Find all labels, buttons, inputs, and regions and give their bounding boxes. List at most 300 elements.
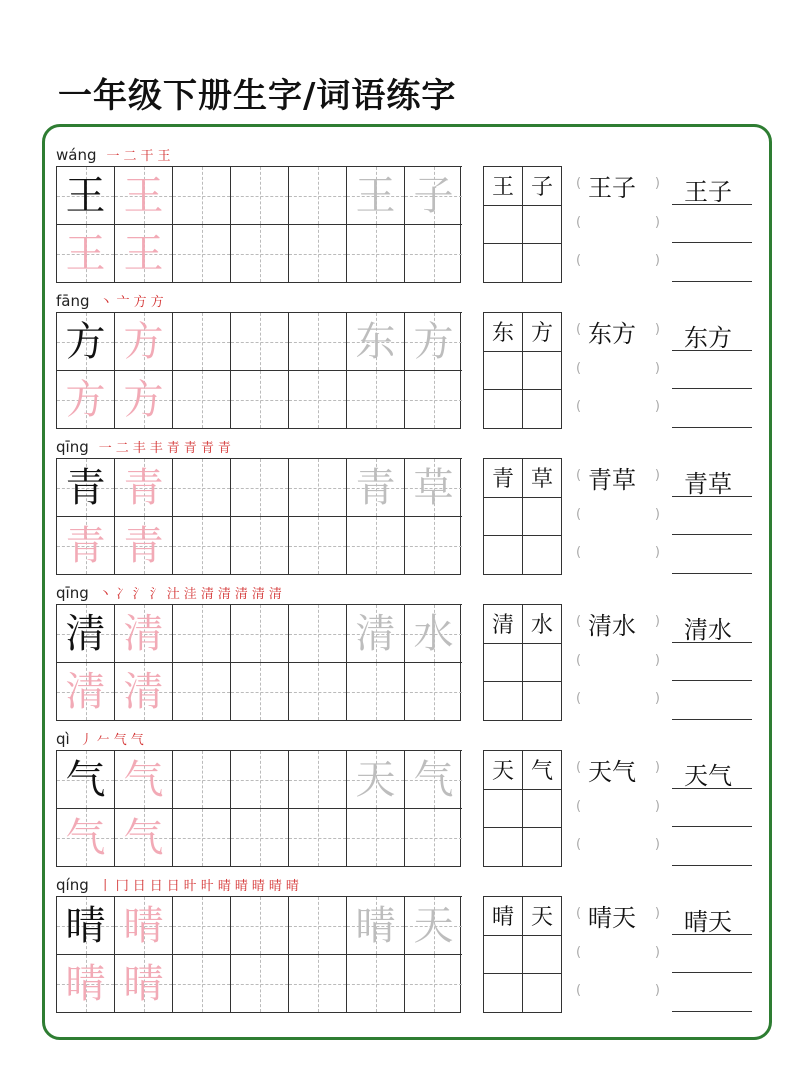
grid-cell[interactable] <box>346 166 404 224</box>
stroke-order-step: 青 <box>183 441 197 456</box>
grid-cell[interactable] <box>404 662 462 720</box>
word-mini-grid <box>483 750 562 867</box>
grid-cell[interactable] <box>404 458 462 516</box>
paren-slot[interactable] <box>576 789 660 828</box>
writing-line[interactable] <box>672 243 752 282</box>
grid-cell[interactable] <box>114 954 172 1012</box>
grid-cell[interactable] <box>346 896 404 954</box>
grid-cell[interactable] <box>288 954 346 1012</box>
paren-slot[interactable] <box>576 750 660 789</box>
grid-cell[interactable] <box>404 224 462 282</box>
mini-cell[interactable] <box>522 389 561 428</box>
paren-slot[interactable] <box>576 896 660 935</box>
stroke-order-step: 清 <box>251 587 265 602</box>
left-paren: ( <box>576 760 582 775</box>
stroke-order-step: 一 <box>106 149 120 164</box>
stroke-order-step: 丿 <box>79 733 93 748</box>
right-paren: ) <box>654 468 660 483</box>
grid-cell[interactable] <box>288 370 346 428</box>
mini-cell[interactable] <box>483 497 522 536</box>
left-paren: ( <box>576 176 582 191</box>
word-mini-grid <box>483 896 562 1013</box>
paren-column <box>576 896 660 1012</box>
paren-slot[interactable] <box>576 604 660 643</box>
stroke-order-step: 晴 <box>251 879 265 894</box>
left-paren: ( <box>576 837 582 853</box>
paren-slot[interactable] <box>576 351 660 390</box>
grid-cell[interactable] <box>346 954 404 1012</box>
stroke-order-step: 青 <box>217 441 231 456</box>
grid-cell[interactable] <box>114 750 172 808</box>
paren-slot[interactable] <box>576 935 660 974</box>
mini-cell[interactable] <box>483 643 522 682</box>
grid-cell[interactable] <box>404 954 462 1012</box>
mini-cell[interactable]: 清 <box>483 604 522 643</box>
mini-cell[interactable] <box>483 389 522 428</box>
paren-word: 青草 <box>588 466 636 494</box>
stroke-order-step: 气 <box>113 733 127 748</box>
grid-cell[interactable] <box>288 516 346 574</box>
writing-line[interactable] <box>672 458 752 497</box>
writing-line[interactable] <box>672 827 752 866</box>
grid-cell[interactable] <box>56 662 114 720</box>
grid-char: 青 <box>65 522 106 569</box>
stroke-order-step: 晴 <box>234 879 248 894</box>
grid-char: 青 <box>355 464 396 511</box>
paren-column <box>576 458 660 574</box>
pinyin-stroke-line <box>56 436 235 456</box>
grid-cell[interactable] <box>346 662 404 720</box>
stroke-order-step: 丰 <box>132 441 146 456</box>
paren-column <box>576 166 660 282</box>
mini-cell[interactable] <box>522 643 561 682</box>
paren-slot[interactable] <box>576 458 660 497</box>
stroke-order-step: 青 <box>200 441 214 456</box>
stroke-order-step: 二 <box>123 149 137 164</box>
grid-char: 王 <box>65 172 106 219</box>
grid-cell[interactable] <box>56 750 114 808</box>
grid-cell[interactable] <box>230 312 288 370</box>
grid-cell[interactable] <box>404 750 462 808</box>
grid-char: 王 <box>123 230 164 277</box>
mini-cell[interactable] <box>522 827 561 866</box>
grid-cell[interactable] <box>346 604 404 662</box>
grid-cell[interactable] <box>56 954 114 1012</box>
grid-cell[interactable] <box>172 954 230 1012</box>
grid-cell[interactable] <box>288 604 346 662</box>
stroke-order-step: 日 <box>166 879 180 894</box>
writing-line-column <box>672 896 752 1012</box>
grid-cell[interactable] <box>404 896 462 954</box>
writing-line[interactable] <box>672 205 752 244</box>
grid-cell[interactable] <box>172 312 230 370</box>
grid-char: 青 <box>123 522 164 569</box>
left-paren: ( <box>576 798 582 814</box>
right-paren: ) <box>654 983 660 999</box>
stroke-order-step: 王 <box>157 149 171 164</box>
stroke-order-step: 方 <box>150 295 164 310</box>
grid-cell[interactable] <box>172 370 230 428</box>
right-paren: ) <box>654 691 660 707</box>
grid-cell[interactable] <box>114 808 172 866</box>
writing-line[interactable] <box>672 497 752 536</box>
left-paren: ( <box>576 468 582 483</box>
writing-line[interactable] <box>672 643 752 682</box>
paren-slot[interactable] <box>576 243 660 282</box>
stroke-order-step: 丶 <box>98 587 112 602</box>
right-paren: ) <box>654 214 660 230</box>
grid-cell[interactable] <box>172 896 230 954</box>
grid-cell[interactable] <box>230 662 288 720</box>
right-paren: ) <box>654 506 660 522</box>
grid-cell[interactable] <box>230 604 288 662</box>
stroke-order-step: 氵 <box>132 587 146 602</box>
pinyin-label: wáng <box>56 146 97 164</box>
stroke-order-step: 冂 <box>115 879 129 894</box>
grid-cell[interactable] <box>346 224 404 282</box>
grid-cell[interactable] <box>230 458 288 516</box>
stroke-order-step: 清 <box>234 587 248 602</box>
grid-char: 清 <box>355 610 396 657</box>
mini-cell[interactable] <box>483 205 522 244</box>
right-paren: ) <box>654 176 660 191</box>
mini-cell[interactable] <box>522 497 561 536</box>
left-paren: ( <box>576 253 582 269</box>
grid-cell[interactable] <box>56 896 114 954</box>
grid-cell[interactable] <box>404 516 462 574</box>
stroke-order-step: 晴 <box>217 879 231 894</box>
grid-cell[interactable] <box>288 458 346 516</box>
mini-cell[interactable] <box>483 827 522 866</box>
line-word: 王子 <box>684 178 732 206</box>
writing-line[interactable] <box>672 896 752 935</box>
pinyin-stroke-line <box>56 728 148 748</box>
writing-line-column <box>672 458 752 574</box>
writing-line[interactable] <box>672 312 752 351</box>
grid-cell[interactable] <box>56 604 114 662</box>
left-paren: ( <box>576 944 582 960</box>
grid-char: 王 <box>65 230 106 277</box>
paren-slot[interactable] <box>576 497 660 536</box>
grid-cell[interactable] <box>404 370 462 428</box>
grid-cell[interactable] <box>288 166 346 224</box>
right-paren: ) <box>654 798 660 814</box>
mini-cell[interactable]: 子 <box>522 166 561 205</box>
paren-slot[interactable] <box>576 681 660 720</box>
grid-char: 方 <box>123 318 164 365</box>
line-word: 晴天 <box>684 908 732 936</box>
pinyin-stroke-line <box>56 144 175 164</box>
writing-line[interactable] <box>672 351 752 390</box>
paren-slot[interactable] <box>576 973 660 1012</box>
grid-char: 晴 <box>355 902 396 949</box>
grid-cell[interactable] <box>404 312 462 370</box>
left-paren: ( <box>576 214 582 230</box>
mini-cell[interactable]: 东 <box>483 312 522 351</box>
pinyin-label: fāng <box>56 292 90 310</box>
grid-char: 东 <box>355 318 396 365</box>
paren-slot[interactable] <box>576 827 660 866</box>
grid-cell[interactable] <box>114 604 172 662</box>
grid-cell[interactable] <box>56 370 114 428</box>
paren-word: 东方 <box>588 320 636 348</box>
char-block <box>0 874 800 1020</box>
grid-char: 清 <box>123 668 164 715</box>
grid-char: 王 <box>355 172 396 219</box>
char-block <box>0 728 800 874</box>
grid-cell[interactable] <box>56 166 114 224</box>
paren-slot[interactable] <box>576 535 660 574</box>
grid-cell[interactable] <box>346 750 404 808</box>
grid-cell[interactable] <box>346 458 404 516</box>
left-paren: ( <box>576 983 582 999</box>
stroke-order-step: 晴 <box>268 879 282 894</box>
mini-cell[interactable] <box>483 789 522 828</box>
grid-cell[interactable] <box>346 312 404 370</box>
grid-cell[interactable] <box>288 808 346 866</box>
stroke-order-step: 𠂉 <box>96 733 110 748</box>
grid-char: 子 <box>413 172 454 219</box>
line-word: 天气 <box>684 762 732 790</box>
writing-line[interactable] <box>672 681 752 720</box>
mini-cell[interactable]: 水 <box>522 604 561 643</box>
left-paren: ( <box>576 399 582 415</box>
mini-cell[interactable]: 天 <box>483 750 522 789</box>
paren-word: 王子 <box>588 174 636 202</box>
stroke-order-step: 丶 <box>99 295 113 310</box>
stroke-order-step: 清 <box>200 587 214 602</box>
left-paren: ( <box>576 691 582 707</box>
mini-cell[interactable] <box>522 351 561 390</box>
stroke-order-step: 汢 <box>166 587 180 602</box>
writing-line[interactable] <box>672 789 752 828</box>
paren-column <box>576 750 660 866</box>
pinyin-stroke-line <box>56 290 168 310</box>
grid-cell[interactable] <box>172 750 230 808</box>
right-paren: ) <box>654 906 660 921</box>
grid-char: 晴 <box>123 960 164 1007</box>
grid-char: 气 <box>413 756 454 803</box>
grid-cell[interactable] <box>114 312 172 370</box>
right-paren: ) <box>654 614 660 629</box>
right-paren: ) <box>654 322 660 337</box>
mini-cell[interactable] <box>483 681 522 720</box>
grid-cell[interactable] <box>346 370 404 428</box>
writing-line[interactable] <box>672 604 752 643</box>
word-mini-grid <box>483 458 562 575</box>
grid-cell[interactable] <box>172 808 230 866</box>
writing-line[interactable] <box>672 535 752 574</box>
stroke-order-step: 晴 <box>285 879 299 894</box>
grid-cell[interactable] <box>172 662 230 720</box>
mini-cell[interactable]: 方 <box>522 312 561 351</box>
stroke-order-step: 洼 <box>183 587 197 602</box>
paren-slot[interactable] <box>576 166 660 205</box>
grid-cell[interactable] <box>56 312 114 370</box>
grid-cell[interactable] <box>114 516 172 574</box>
pinyin-label: qīng <box>56 584 89 602</box>
grid-char: 方 <box>65 376 106 423</box>
stroke-order-step: 旪 <box>183 879 197 894</box>
grid-char: 清 <box>65 610 106 657</box>
grid-cell[interactable] <box>346 808 404 866</box>
grid-cell[interactable] <box>172 458 230 516</box>
left-paren: ( <box>576 545 582 561</box>
mini-cell[interactable] <box>522 535 561 574</box>
grid-cell[interactable] <box>230 516 288 574</box>
grid-cell[interactable] <box>56 808 114 866</box>
grid-char: 方 <box>123 376 164 423</box>
grid-char: 王 <box>123 172 164 219</box>
mini-cell[interactable] <box>522 205 561 244</box>
stroke-order-step: 亠 <box>116 295 130 310</box>
writing-line[interactable] <box>672 389 752 428</box>
left-paren: ( <box>576 652 582 668</box>
grid-char: 清 <box>123 610 164 657</box>
right-paren: ) <box>654 545 660 561</box>
paren-column <box>576 312 660 428</box>
mini-cell[interactable] <box>522 935 561 974</box>
line-word: 清水 <box>684 616 732 644</box>
mini-cell[interactable] <box>522 789 561 828</box>
paren-column <box>576 604 660 720</box>
stroke-order-step: 旪 <box>200 879 214 894</box>
mini-cell[interactable]: 王 <box>483 166 522 205</box>
grid-cell[interactable] <box>404 604 462 662</box>
grid-char: 方 <box>65 318 106 365</box>
stroke-order-step: 日 <box>149 879 163 894</box>
writing-line-column <box>672 604 752 720</box>
word-mini-grid <box>483 312 562 429</box>
mini-cell[interactable] <box>483 351 522 390</box>
mini-cell[interactable] <box>483 243 522 282</box>
word-mini-grid <box>483 166 562 283</box>
mini-cell[interactable] <box>522 243 561 282</box>
grid-cell[interactable] <box>114 166 172 224</box>
grid-char: 水 <box>413 610 454 657</box>
writing-line-column <box>672 312 752 428</box>
writing-line[interactable] <box>672 935 752 974</box>
mini-cell[interactable]: 天 <box>522 896 561 935</box>
grid-cell[interactable] <box>288 896 346 954</box>
stroke-order-step: 一 <box>98 441 112 456</box>
grid-char: 方 <box>413 318 454 365</box>
grid-char: 气 <box>123 814 164 861</box>
grid-char: 清 <box>65 668 106 715</box>
mini-cell[interactable] <box>483 535 522 574</box>
paren-slot[interactable] <box>576 205 660 244</box>
left-paren: ( <box>576 360 582 376</box>
grid-cell[interactable] <box>288 224 346 282</box>
char-block <box>0 582 800 728</box>
grid-cell[interactable] <box>288 312 346 370</box>
paren-slot[interactable] <box>576 643 660 682</box>
grid-cell[interactable] <box>172 224 230 282</box>
stroke-order-step: 青 <box>166 441 180 456</box>
left-paren: ( <box>576 506 582 522</box>
grid-cell[interactable] <box>56 516 114 574</box>
tian-grid <box>56 458 461 575</box>
mini-cell[interactable] <box>522 973 561 1012</box>
stroke-order-step: 清 <box>217 587 231 602</box>
stroke-order-step: 干 <box>140 149 154 164</box>
writing-line[interactable] <box>672 973 752 1012</box>
right-paren: ) <box>654 360 660 376</box>
mini-cell[interactable] <box>483 973 522 1012</box>
grid-char: 晴 <box>65 960 106 1007</box>
writing-line[interactable] <box>672 750 752 789</box>
grid-cell[interactable] <box>56 224 114 282</box>
right-paren: ) <box>654 944 660 960</box>
stroke-order-step: 冫 <box>115 587 129 602</box>
grid-cell[interactable] <box>230 166 288 224</box>
grid-cell[interactable] <box>114 370 172 428</box>
grid-cell[interactable] <box>230 224 288 282</box>
mini-cell[interactable]: 草 <box>522 458 561 497</box>
paren-slot[interactable] <box>576 389 660 428</box>
stroke-order-step: 清 <box>268 587 282 602</box>
grid-cell[interactable] <box>404 808 462 866</box>
grid-char: 天 <box>413 902 454 949</box>
left-paren: ( <box>576 906 582 921</box>
grid-cell[interactable] <box>114 896 172 954</box>
pinyin-label: qíng <box>56 876 89 894</box>
grid-cell[interactable] <box>172 516 230 574</box>
grid-cell[interactable] <box>230 750 288 808</box>
grid-cell[interactable] <box>172 166 230 224</box>
right-paren: ) <box>654 652 660 668</box>
pinyin-stroke-line <box>56 582 286 602</box>
grid-cell[interactable] <box>230 954 288 1012</box>
line-word: 青草 <box>684 470 732 498</box>
grid-cell[interactable] <box>288 750 346 808</box>
stroke-order-step: 气 <box>130 733 144 748</box>
grid-cell[interactable] <box>404 166 462 224</box>
tian-grid <box>56 604 461 721</box>
grid-cell[interactable] <box>346 516 404 574</box>
right-paren: ) <box>654 253 660 269</box>
grid-cell[interactable] <box>172 604 230 662</box>
mini-cell[interactable]: 晴 <box>483 896 522 935</box>
mini-cell[interactable]: 青 <box>483 458 522 497</box>
char-block <box>0 144 800 290</box>
pinyin-stroke-line <box>56 874 303 894</box>
mini-cell[interactable] <box>483 935 522 974</box>
tian-grid <box>56 312 461 429</box>
word-mini-grid <box>483 604 562 721</box>
grid-char: 草 <box>413 464 454 511</box>
grid-cell[interactable] <box>114 224 172 282</box>
writing-line[interactable] <box>672 166 752 205</box>
mini-cell[interactable]: 气 <box>522 750 561 789</box>
grid-cell[interactable] <box>114 458 172 516</box>
grid-char: 气 <box>65 814 106 861</box>
grid-char: 青 <box>65 464 106 511</box>
paren-word: 清水 <box>588 612 636 640</box>
pinyin-label: qīng <box>56 438 89 456</box>
grid-cell[interactable] <box>230 370 288 428</box>
grid-cell[interactable] <box>114 662 172 720</box>
tian-grid <box>56 166 461 283</box>
paren-slot[interactable] <box>576 312 660 351</box>
mini-cell[interactable] <box>522 681 561 720</box>
paren-word: 天气 <box>588 758 636 786</box>
grid-cell[interactable] <box>230 896 288 954</box>
grid-cell[interactable] <box>230 808 288 866</box>
grid-cell[interactable] <box>288 662 346 720</box>
grid-cell[interactable] <box>56 458 114 516</box>
stroke-order-step: 丰 <box>149 441 163 456</box>
